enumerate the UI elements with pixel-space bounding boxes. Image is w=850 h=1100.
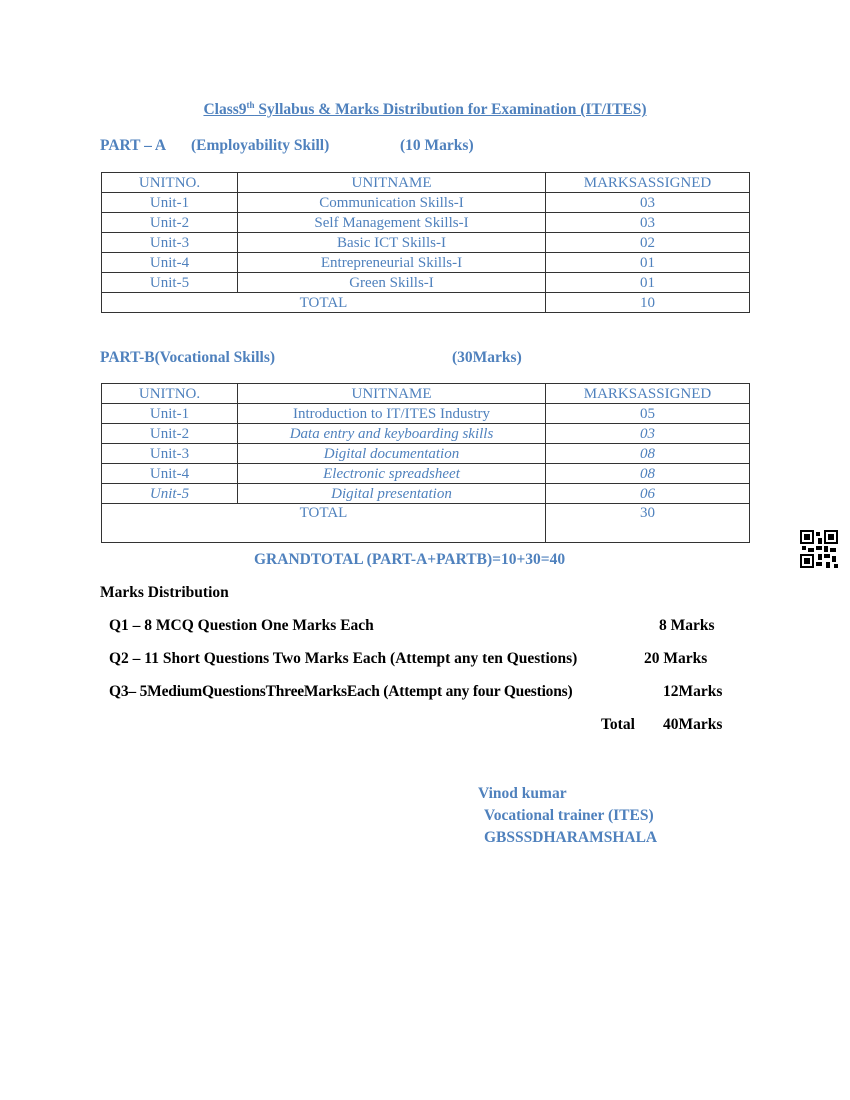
table-row: [102, 193, 750, 213]
table-cell: Unit-5: [102, 273, 238, 293]
table-cell: Unit-2: [102, 213, 238, 233]
table-cell: 03: [546, 213, 750, 233]
signature-role: Vocational trainer (ITES): [484, 807, 654, 824]
total-row: [102, 504, 750, 543]
table-row: [102, 484, 750, 504]
table-row: [102, 424, 750, 444]
signature-school: GBSSSDHARAMSHALA: [484, 829, 658, 846]
qr-code-icon: [800, 530, 838, 568]
question-1-marks: 8 Marks: [659, 617, 715, 634]
table-header-row: [102, 384, 750, 404]
table-cell: Unit-5: [102, 484, 238, 504]
table-cell: Communication Skills-I: [238, 193, 546, 213]
column-header: MARKSASSIGNED: [546, 173, 750, 193]
table-cell: Self Management Skills-I: [238, 213, 546, 233]
table-cell: Unit-4: [102, 253, 238, 273]
table-cell: Digital presentation: [238, 484, 546, 504]
marks-distribution-heading: Marks Distribution: [100, 584, 229, 601]
table-cell: Unit-3: [102, 444, 238, 464]
table-cell: Electronic spreadsheet: [238, 464, 546, 484]
table-row: [102, 444, 750, 464]
total-row: [102, 293, 750, 313]
column-header: UNITNAME: [238, 173, 546, 193]
title-text-rest: Syllabus & Marks Distribution for Examination (IT/ITES): [254, 101, 647, 119]
title-sup: th: [246, 100, 255, 110]
column-header: UNITNO.: [102, 384, 238, 404]
grand-total: GRANDTOTAL (PART-A+PARTB)=10+30=40: [254, 551, 566, 568]
table-cell: Basic ICT Skills-I: [238, 233, 546, 253]
table-cell: Green Skills-I: [238, 273, 546, 293]
column-header: UNITNAME: [238, 384, 546, 404]
part-b-table: [101, 383, 750, 543]
table-cell: Unit-1: [102, 193, 238, 213]
table-row: [102, 273, 750, 293]
table-cell: 05: [546, 404, 750, 424]
table-cell: Unit-2: [102, 424, 238, 444]
table-row: [102, 404, 750, 424]
table-cell: Digital documentation: [238, 444, 546, 464]
table-cell: 06: [546, 484, 750, 504]
table-cell: 03: [546, 424, 750, 444]
table-cell: 03: [546, 193, 750, 213]
total-value-cell: 30: [546, 504, 750, 543]
table-row: [102, 233, 750, 253]
part-a-marks: (10 Marks): [400, 137, 474, 154]
part-b-marks: (30Marks): [452, 349, 522, 366]
table-cell: Introduction to IT/ITES Industry: [238, 404, 546, 424]
question-2-marks: 20 Marks: [644, 650, 708, 667]
table-cell: Entrepreneurial Skills-I: [238, 253, 546, 273]
part-b-heading: PART-B(Vocational Skills): [100, 349, 276, 366]
table-cell: 01: [546, 253, 750, 273]
part-a-table: [101, 172, 750, 313]
question-3-marks: 12Marks: [663, 683, 723, 700]
table-cell: Data entry and keyboarding skills: [238, 424, 546, 444]
table-row: [102, 213, 750, 233]
title-text: Class9: [203, 101, 247, 119]
table-row: [102, 253, 750, 273]
signature-name: Vinod kumar: [478, 785, 567, 802]
total-marks: 40Marks: [663, 716, 723, 733]
column-header: MARKSASSIGNED: [546, 384, 750, 404]
part-a-heading: PART – A: [100, 137, 167, 154]
total-label-cell: TOTAL: [102, 293, 546, 313]
question-2: Q2 – 11 Short Questions Two Marks Each (Attempt any ten Questions): [109, 650, 578, 667]
total-value-cell: 10: [546, 293, 750, 313]
table-cell: 08: [546, 444, 750, 464]
table-cell: 08: [546, 464, 750, 484]
table-cell: Unit-1: [102, 404, 238, 424]
table-header-row: [102, 173, 750, 193]
question-1: Q1 – 8 MCQ Question One Marks Each: [109, 617, 374, 634]
table-cell: Unit-4: [102, 464, 238, 484]
page-title: [0, 100, 850, 119]
table-cell: Unit-3: [102, 233, 238, 253]
total-label-cell: TOTAL: [102, 504, 546, 543]
part-a-subtitle: (Employability Skill): [191, 137, 330, 154]
total-label: Total: [601, 716, 635, 733]
column-header: UNITNO.: [102, 173, 238, 193]
table-cell: 02: [546, 233, 750, 253]
table-cell: 01: [546, 273, 750, 293]
table-row: [102, 464, 750, 484]
question-3: Q3– 5MediumQuestionsThreeMarksEach (Attempt any four Questions): [109, 683, 573, 700]
